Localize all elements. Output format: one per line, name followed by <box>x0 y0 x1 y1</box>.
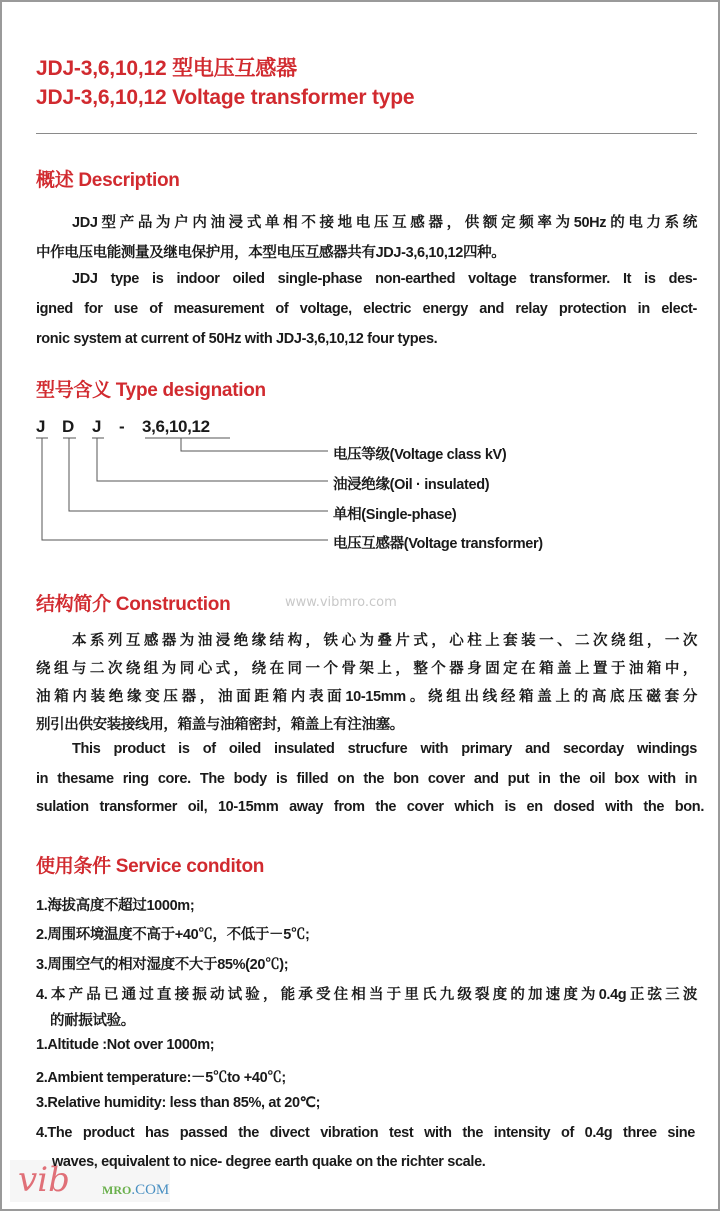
description-line: igned for use of measurement of voltage, electric energy and relay protection in elect- <box>36 301 697 317</box>
code-dash: - <box>119 417 125 436</box>
code-voltage: 3,6,10,12 <box>142 417 210 436</box>
construction-heading: 结构简介 Construction <box>36 594 231 615</box>
construction-line: 绕组与二次绕组为同心式，绕在同一个骨架上，整个器身固定在箱盖上置于油箱中， <box>36 661 697 677</box>
construction-line: This product is of oiled insulated strucfure with primary and secorday windings <box>72 741 697 757</box>
construction-line: 别引出供安装接线用，箱盖与油箱密封，箱盖上有注油塞。 <box>36 717 404 733</box>
service-line: 4.The product has passed the divect vibration test with the intensity of 0.4g three sine <box>36 1125 695 1141</box>
service-line: 1.Altitude :Not over 1000m; <box>36 1037 215 1053</box>
title-en: JDJ-3,6,10,12 Voltage transformer type <box>36 86 415 109</box>
service-line: waves, equivalent to nice- degree earth quake on the richter scale. <box>52 1154 486 1170</box>
description-heading: 概述 Description <box>36 170 180 191</box>
construction-line: sulation transformer oil, 10-15mm away from the cover which is en dosed with the bon. <box>36 799 704 815</box>
service-line: 4.本产品已通过直接振动试验，能承受住相当于里氏九级裂度的加速度为0.4g正弦三波 <box>36 987 697 1003</box>
code-j: J <box>36 417 46 436</box>
service-line: 的耐振试验。 <box>50 1013 135 1029</box>
watermark: www.vibmro.com <box>285 595 397 610</box>
construction-line: 油箱内装绝缘变压器，油面距箱内表面10-15mm。绕组出线经箱盖上的高底压磁套分 <box>36 689 697 705</box>
construction-line: 本系列互感器为油浸绝缘结构，铁心为叠片式，心柱上套装一、二次绕组，一次 <box>72 633 697 649</box>
description-line: 中作电压电能测量及继电保护用，本型电压互感器共有JDJ-3,6,10,12四种。 <box>36 245 506 261</box>
description-line: JDJ型产品为户内油浸式单相不接地电压互感器，供额定频率为50Hz的电力系统 <box>72 215 697 231</box>
service-line: 2.周围环境温度不高于+40℃，不低于－5℃; <box>36 927 310 943</box>
description-line: JDJ type is indoor oiled single-phase non-earthed voltage transformer. It is des- <box>72 271 697 287</box>
construction-line: in thesame ring core. The body is filled on the bon cover and put in the oil box with in <box>36 771 697 787</box>
logo-domain: MRO.COM <box>102 1182 170 1198</box>
description-line: ronic system at current of 50Hz with JDJ-3,6,10,12 four types. <box>36 331 438 347</box>
label-single-phase: 单相(Single-phase) <box>333 507 457 523</box>
label-oil-insulated: 油浸绝缘(Oil · insulated) <box>333 477 490 493</box>
label-voltage-transformer: 电压互感器(Voltage transformer) <box>333 536 543 552</box>
code-j2: J <box>92 417 102 436</box>
label-voltage-class: 电压等级(Voltage class kV) <box>333 447 507 463</box>
service-line: 3.周围空气的相对湿度不大于85%(20℃); <box>36 957 289 973</box>
service-line: 3.Relative humidity: less than 85%, at 20℃; <box>36 1095 321 1111</box>
service-line: 1.海拔高度不超过1000m; <box>36 898 195 914</box>
logo-script: vib <box>18 1160 70 1200</box>
title-cn: JDJ-3,6,10,12 型电压互感器 <box>36 57 297 80</box>
service-line: 2.Ambient temperature:－5℃to +40℃; <box>36 1070 286 1086</box>
type-designation-heading: 型号含义 Type designation <box>36 380 266 401</box>
service-heading: 使用条件 Service conditon <box>36 856 265 877</box>
code-d: D <box>62 417 74 436</box>
